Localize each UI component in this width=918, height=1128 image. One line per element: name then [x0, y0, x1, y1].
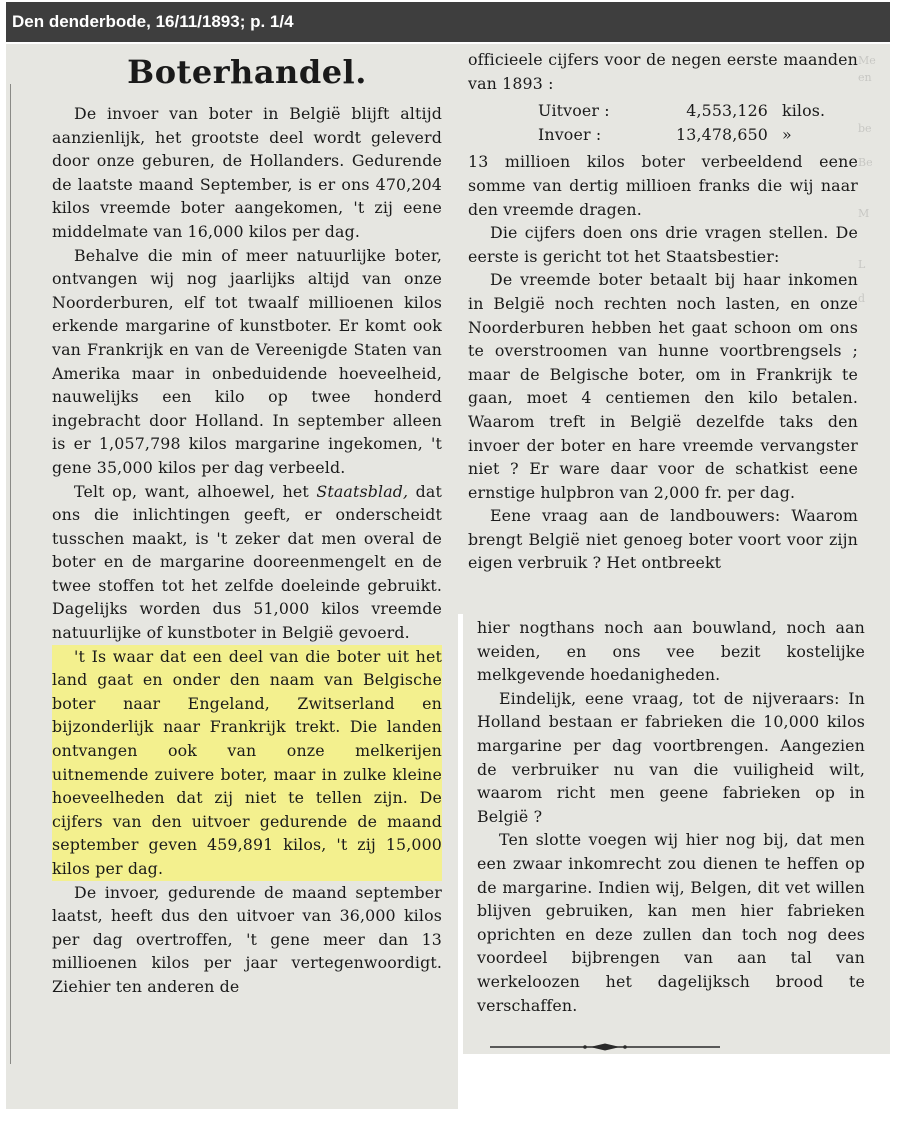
article-headline: Boterhandel.	[127, 53, 367, 91]
document-title: Den denderbode, 16/11/1893; p. 1/4	[12, 12, 294, 31]
document-title-bar	[6, 2, 890, 42]
stats-value: 13,478,650	[676, 124, 768, 144]
paragraph-b2: Eindelijk, eene vraag, tot de nijveraars: In Holland bestaan er fabrieken die 10,000 kilos margarine per dag voortbrengen. Aangezien de verbruiker nu van die vuiligheid wilt, waarom richt men geene fabrieken op in België ?	[477, 688, 865, 826]
paragraph-2: Behalve die min of meer natuurlijke boter, ontvangen wij nog jaarlijks altijd van onze Noorderburen, elf tot twaalf millioenen kilos erkende margarine of kunstboter. Er komt ook van Frankrijk en van de Vereenigde Staten van Amerika maar in onbeduidende hoeveelheid, nauwelijks een kilo op twee honderd ingebracht door Holland. In september alleen is er 1,057,798 kilos margarine ingekomen, 't gene 35,000 kilos per dag verbeeld.	[52, 245, 442, 477]
stats-label: Uitvoer :	[538, 101, 610, 121]
end-ornament-rule	[490, 1043, 720, 1051]
paragraph-r2: Die cijfers doen ons drie vragen stellen. De eerste is gericht tot het Staatsbestier:	[468, 223, 858, 266]
right-bottom-column-text	[477, 616, 865, 1017]
right-top-clipping	[458, 44, 890, 614]
stats-intro: officieele cijfers voor de negen eerste maanden van 1893 :	[468, 50, 858, 93]
stats-row-import	[468, 123, 858, 147]
left-column-text	[52, 52, 442, 999]
stats-value: 4,553,126	[686, 101, 768, 121]
bleed-through-text: Me en be Be M L d	[858, 54, 876, 305]
paragraph-r4: Eene vraag aan de landbouwers: Waarom brengt België niet genoeg boter voort voor zijn eigen verbruik ? Het ontbreekt	[468, 506, 858, 573]
paragraph-5: De invoer, gedurende de maand september laatst, heeft dus den uitvoer van 36,000 kilos per dag overtroffen, 't gene meer dan 13 millioenen kilos per jaar vertegenwoordigt. Ziehier ten anderen de	[52, 882, 442, 996]
stats-row-export	[468, 99, 858, 123]
staatsblad-italic: Staatsblad,	[316, 481, 409, 501]
left-column-clipping	[6, 44, 458, 1109]
paragraph-3-start: Telt op, want, alhoewel, het	[74, 481, 317, 501]
right-top-column-text	[468, 48, 858, 575]
paragraph-3	[52, 480, 442, 645]
highlighted-paragraph: 't Is waar dat een deel van die boter uit het land gaat en onder den naam van Belgische boter naar Engeland, Zwitserland en bijzonderlijk naar Frankrijk trekt. Die landen ontvangen ook van onze melkerijen uitnemende zuivere boter, maar in zulke kleine hoeveelheden dat zij niet te tellen zijn. De cijfers van den uitvoer gedurende de maand september geven 459,891 kilos, 't zij 15,000 kilos per dag.	[52, 645, 442, 881]
column-rule-left	[10, 84, 11, 1064]
right-bottom-clipping	[463, 610, 890, 1054]
paragraph-1: De invoer van boter in België blijft altijd aanzienlijk, het grootste deel wordt geleverd door onze geburen, de Hollanders. Gedurende de laatste maand September, is er ons 470,204 kilos vreemde boter aangekomen, 't zij eene middelmate van 16,000 kilos per dag.	[52, 104, 442, 241]
stats-unit: kilos.	[782, 101, 826, 121]
stats-label: Invoer :	[538, 124, 602, 144]
paragraph-b3: Ten slotte voegen wij hier nog bij, dat men een zwaar inkomrecht zou dienen te heffen op de margarine. Indien wij, Belgen, dit vet willen blijven gebruiken, kan men hier fabrieken oprichten en deze zullen dan toch nog dees voordeel bijbrengen van aan tal van werkeloozen het dagelijksch brood te verschaffen.	[477, 830, 865, 1015]
stats-table	[468, 99, 858, 146]
stats-unit: »	[782, 124, 792, 144]
paragraph-b1: hier nogthans noch aan bouwland, noch aan weiden, en ons vee bezit kostelijke melkgevende hoedanigheden.	[477, 618, 865, 685]
paragraph-r1: 13 millioen kilos boter verbeeldend eene somme van dertig millioen franks die wij naar den vreemde dragen.	[468, 152, 858, 219]
paragraph-r3: De vreemde boter betaalt bij haar inkomen in België noch rechten noch lasten, en onze Noorderburen hebben het gaat schoon om ons te overstroomen van hunne voortbrengsels ; maar de Belgische boter, om in Frankrijk te gaan, moet 4 centiemen den kilo betalen. Waarom treft in België dezelfde taks den invoer der boter en hare vreemde vervangster niet ? Er ware daar voor de schatkist eene ernstige hulpbron van 2,000 fr. per dag.	[468, 270, 858, 502]
paragraph-3-end: dat ons die inlichtingen geeft, er onderscheidt tusschen maakt, is 't zeker dat men overal de boter en de margarine dooreenmengelt en de twee stoffen tot het zelfde doeleinde gebruikt. Dagelijks worden dus 51,000 kilos vreemde natuurlijke of kunstboter in België gevoerd.	[52, 481, 443, 643]
